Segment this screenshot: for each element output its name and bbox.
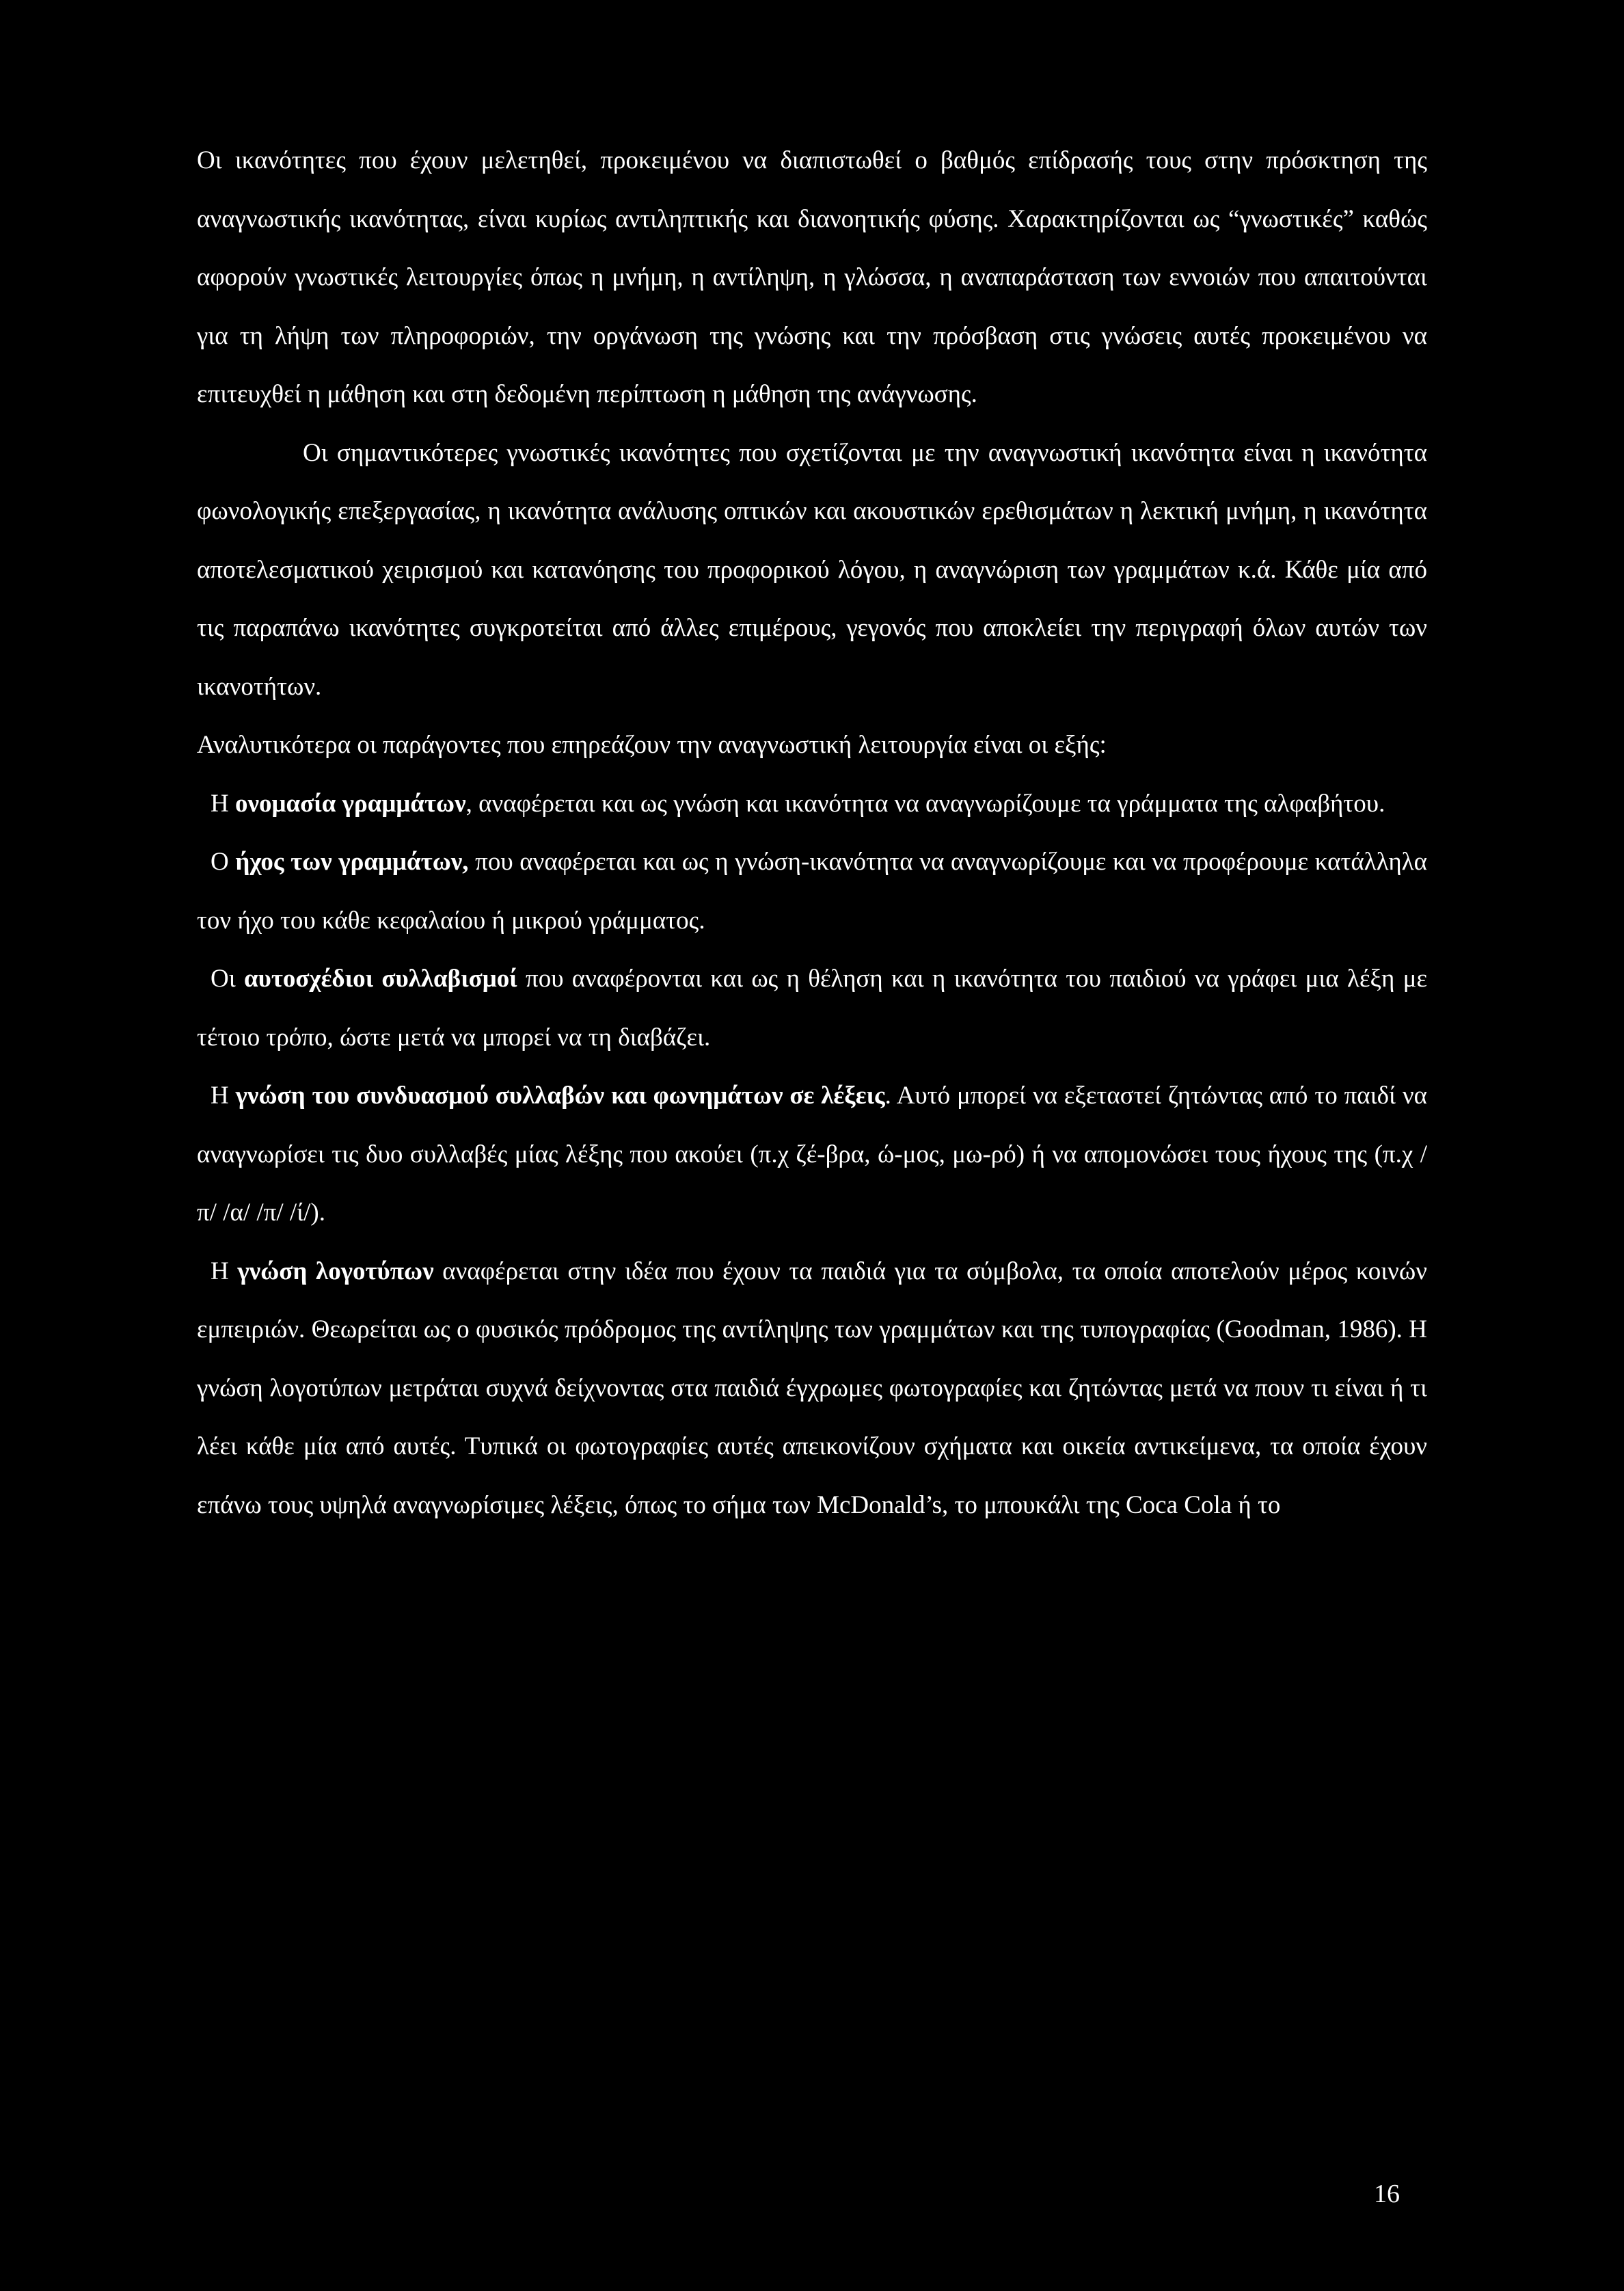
page-number: 16 — [1374, 2180, 1400, 2208]
term-syllable-phoneme-blending: γνώση του συνδυασμού συλλαβών και φωνημάτων σε λέξεις — [235, 1082, 885, 1110]
paragraph-prefix: Ο — [211, 848, 236, 876]
paragraph-cognitive-abilities-intro: Οι ικανότητες που έχουν μελετηθεί, προκειμένου να διαπιστωθεί ο βαθμός επίδρασής τους στην πρόσκτηση της αναγνωστικής ικανότητας, είναι κυρίως αντιληπτικής και διανοητικής φύσης. Χαρακτηρίζονται ως “γνωστικές” καθώς αφορούν γνωστικές λειτουργίες όπως η μνήμη, η αντίληψη, η γλώσσα, η αναπαράσταση των εννοιών που απαιτούνται για τη λήψη των πληροφοριών, την οργάνωση της γνώσης και την πρόσβαση στις γνώσεις αυτές προκειμένου να επιτευχθεί η μάθηση και στη δεδομένη περίπτωση η μάθηση της ανάγνωσης. — [197, 146, 1427, 408]
term-letter-sound: ήχος των γραμμάτων, — [235, 848, 469, 876]
paragraph-prefix: Η — [211, 1257, 238, 1285]
term-logo-knowledge: γνώση λογοτύπων — [237, 1257, 434, 1285]
paragraph-letter-naming — [197, 775, 1427, 833]
paragraph-prefix: Η — [211, 789, 235, 818]
paragraph-letter-sound — [197, 833, 1427, 950]
term-invented-spelling: αυτοσχέδιοι συλλαβισμοί — [243, 965, 517, 993]
paragraph-factors-intro: Αναλυτικότερα οι παράγοντες που επηρεάζουν την αναγνωστική λειτουργία είναι οι εξής: — [197, 731, 1107, 759]
paragraph-logo-knowledge — [197, 1242, 1427, 1535]
paragraph-prefix: Η — [211, 1082, 236, 1110]
paragraph-body: αναφέρεται στην ιδέα που έχουν τα παιδιά για τα σύμβολα, τα οποία αποτελούν μέρος κοινών εμπειριών. Θεωρείται ως ο φυσικός πρόδρομος της αντίληψης των γραμμάτων και της τυπογραφίας (Goodman, 1986). Η γνώση λογοτύπων μετράται συχνά δείχνοντας στα παιδιά έγχρωμες φωτογραφίες και ζητώντας μετά να πουν τι είναι ή τι λέει κάθε μία από αυτές. Τυπικά οι φωτογραφίες αυτές απεικονίζουν σχήματα και οικεία αντικείμενα, τα οποία έχουν επάνω τους υψηλά αναγνωρίσιμες λέξεις, όπως το σήμα των McDonald’s, το μπουκάλι της Coca Cola ή το — [197, 1257, 1427, 1519]
document-body — [197, 131, 1427, 1534]
paragraph-syllable-phoneme-blending — [197, 1067, 1427, 1242]
term-letter-naming: ονομασία γραμμάτων — [234, 789, 466, 818]
paragraph-body: . Αυτό μπορεί να εξεταστεί ζητώντας από το παιδί να αναγνωρίσει τις δυο συλλαβές μίας λέξης που ακούει (π.χ ζέ-βρα, ώ-μος, μω-ρό) ή να απομονώσει τους ήχους της (π.χ /π/ /α/ /π/ /ί/). — [197, 1082, 1427, 1227]
paragraph-body: που αναφέρεται και ως η γνώση-ικανότητα να αναγνωρίζουμε και να προφέρουμε κατάλληλα τον ήχο του κάθε κεφαλαίου ή μικρού γράμματος. — [197, 848, 1427, 935]
paragraph-main-cognitive-abilities: Οι σημαντικότερες γνωστικές ικανότητες που σχετίζονται με την αναγνωστική ικανότητα είναι η ικανότητα φωνολογικής επεξεργασίας, η ικανότητα ανάλυσης οπτικών και ακουστικών ερεθισμάτων η λεκτική μνήμη, η ικανότητα αποτελεσματικού χειρισμού και κατανόησης του προφορικού λόγου, η αναγνώριση των γραμμάτων κ.ά. Κάθε μία από τις παραπάνω ικανότητες συγκροτείται από άλλες επιμέρους, γεγονός που αποκλείει την περιγραφή όλων αυτών των ικανοτήτων. — [197, 438, 1427, 701]
paragraph-body: , αναφέρεται και ως γνώση και ικανότητα να αναγνωρίζουμε τα γράμματα της αλφαβήτου. — [465, 789, 1385, 818]
paragraph-invented-spelling — [197, 950, 1427, 1067]
paragraph-body: που αναφέρονται και ως η θέληση και η ικανότητα του παιδιού να γράφει μια λέξη με τέτοιο τρόπο, ώστε μετά να μπορεί να τη διαβάζει. — [197, 965, 1427, 1051]
paragraph-prefix: Οι — [211, 965, 244, 993]
